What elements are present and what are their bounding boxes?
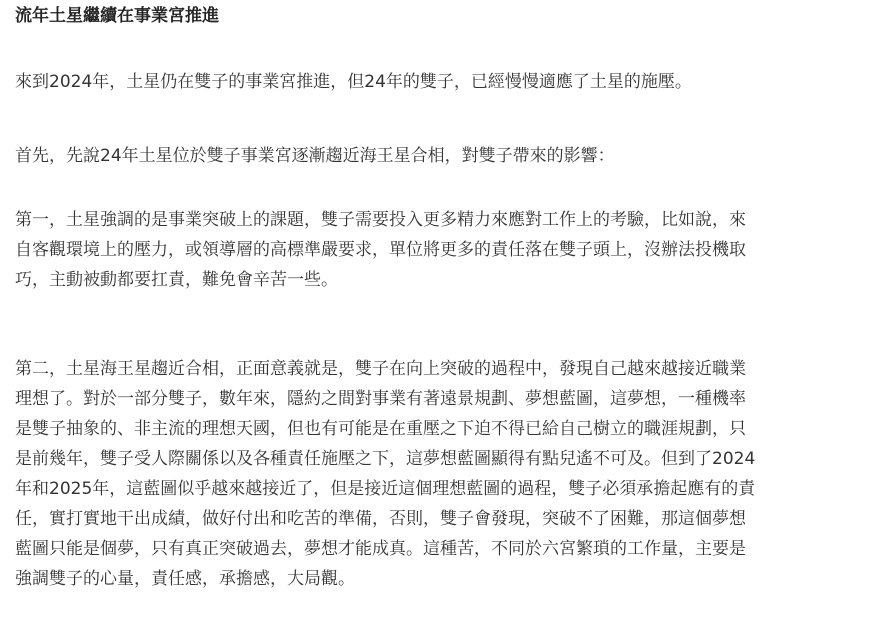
paragraph-intro bbox=[15, 67, 881, 97]
paragraph-line: 第一，土星強調的是事業突破上的課題，雙子需要投入更多精力來應對工作上的考驗，比如說，來 bbox=[15, 210, 746, 230]
paragraph-line: 第二，土星海王星趨近合相，正面意義就是，雙子在向上突破的過程中，發現自己越來越接近職業 bbox=[15, 359, 746, 379]
paragraph-point-one bbox=[15, 205, 881, 295]
paragraph-line: 首先，先說24年土星位於雙子事業宮逐漸趨近海王星合相，對雙子帶來的影響： bbox=[15, 146, 615, 166]
paragraph-line: 來到2024年，土星仍在雙子的事業宮推進，但24年的雙子，已經慢慢適應了土星的施壓。 bbox=[15, 72, 692, 92]
paragraph-line: 巧，主動被動都要扛責，難免會辛苦一些。 bbox=[15, 270, 338, 290]
paragraph-point-two bbox=[15, 354, 881, 594]
paragraph-line: 是前幾年，雙子受人際關係以及各種責任施壓之下，這夢想藍圖顯得有點兒遙不可及。但到了2024 bbox=[15, 449, 756, 469]
paragraph-line: 任，實打實地干出成績，做好付出和吃苦的準備，否則，雙子會發現，突破不了困難，那這個夢想 bbox=[15, 509, 746, 529]
paragraph-first-point-lead bbox=[15, 141, 881, 171]
paragraph-line: 自客觀環境上的壓力，或領導層的高標準嚴要求，單位將更多的責任落在雙子頭上，沒辦法投機取 bbox=[15, 240, 746, 260]
paragraph-line: 是雙子抽象的、非主流的理想天國，但也有可能是在重壓之下迫不得已給自己樹立的職涯規劃，只 bbox=[15, 419, 746, 439]
article-heading: 流年土星繼續在事業宮推進 bbox=[15, 6, 219, 26]
paragraph-line: 年和2025年，這藍圖似乎越來越接近了，但是接近這個理想藍圖的過程，雙子必須承擔起應有的責 bbox=[15, 479, 756, 499]
paragraph-line: 藍圖只能是個夢，只有真正突破過去，夢想才能成真。這種苦，不同於六宮繁瑣的工作量，主要是 bbox=[15, 539, 746, 559]
paragraph-line: 強調雙子的心量，責任感，承擔感，大局觀。 bbox=[15, 569, 355, 589]
paragraph-line: 理想了。對於一部分雙子，數年來，隱約之間對事業有著遠景規劃、夢想藍圖，這夢想，一種機率 bbox=[15, 389, 746, 409]
